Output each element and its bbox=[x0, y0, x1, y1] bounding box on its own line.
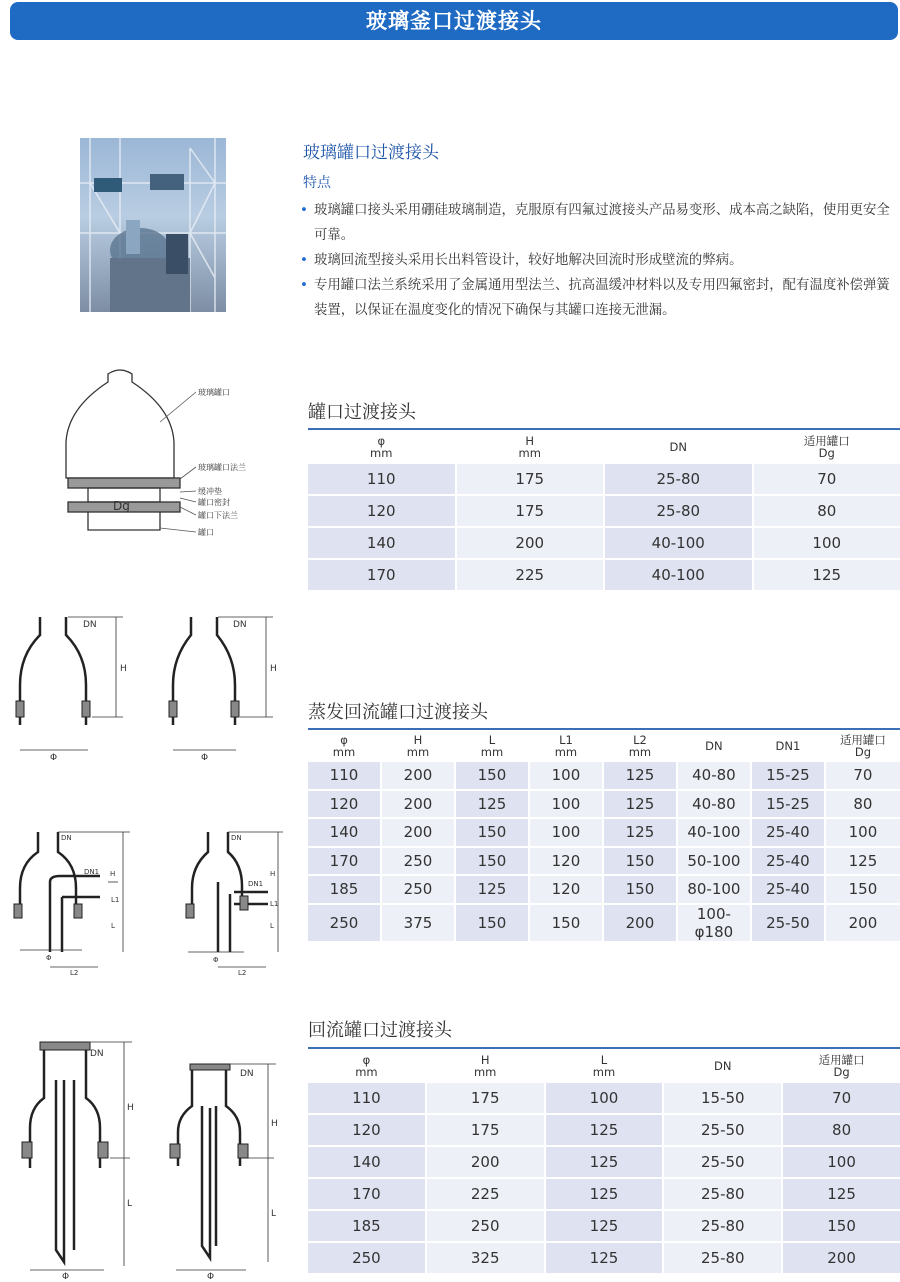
feature-item: • 玻璃罐口接头采用硼硅玻璃制造，克服原有四氟过渡接头产品易变形、成本高之缺陷，使用更安全可靠。 bbox=[300, 198, 900, 248]
table2-title: 蒸发回流罐口过渡接头 bbox=[308, 702, 488, 723]
column-header bbox=[752, 732, 824, 760]
table-cell: 120 bbox=[308, 791, 380, 818]
table-cell: 200 bbox=[826, 905, 900, 941]
table-cell: 125 bbox=[546, 1179, 663, 1209]
table-cell: 80 bbox=[754, 496, 900, 526]
dn-label: DN bbox=[83, 620, 97, 630]
table-cell: 150 bbox=[826, 876, 900, 903]
l2-label: L2 bbox=[70, 969, 79, 977]
table-cell: 25-80 bbox=[664, 1179, 781, 1209]
feature-item: • 专用罐口法兰系统采用了金属通用型法兰、抗高温缓冲材料以及专用四氟密封，配有温度补偿弹簧装置，以保证在温度变化的情况下确保与其罐口连接无泄漏。 bbox=[300, 273, 900, 323]
feature-list bbox=[300, 198, 900, 323]
column-header-unit: mm bbox=[355, 1065, 378, 1079]
table-cell: 25-40 bbox=[752, 819, 824, 846]
table-cell: 100 bbox=[826, 819, 900, 846]
column-header-unit: Dg bbox=[818, 446, 835, 460]
column-header bbox=[678, 732, 750, 760]
column-header-unit: Dg bbox=[854, 745, 872, 759]
table-cell: 25-50 bbox=[752, 905, 824, 941]
l-label: L bbox=[270, 922, 274, 930]
dn-label: DN bbox=[61, 834, 72, 842]
table-cell: 100 bbox=[530, 819, 602, 846]
table-cell: 175 bbox=[457, 464, 604, 494]
table-cell: 25-80 bbox=[605, 496, 752, 526]
reducer-adapter-diagram bbox=[8, 605, 298, 765]
table-cell: 100 bbox=[783, 1147, 900, 1177]
column-header-name: L2 bbox=[633, 733, 647, 747]
table-cell: 25-50 bbox=[664, 1115, 781, 1145]
column-header-name: DN bbox=[705, 739, 723, 753]
column-header-unit: mm bbox=[473, 1065, 497, 1079]
table-row bbox=[308, 1147, 900, 1177]
column-header bbox=[382, 732, 454, 760]
table-cell: 80 bbox=[826, 791, 900, 818]
column-header bbox=[783, 1051, 900, 1081]
table-cell: 150 bbox=[456, 905, 528, 941]
table-row bbox=[308, 1243, 900, 1273]
table-cell: 25-80 bbox=[664, 1211, 781, 1241]
column-header-name: H bbox=[525, 434, 535, 448]
h-label: H bbox=[270, 664, 277, 674]
table-cell: 125 bbox=[604, 791, 676, 818]
table-cell: 170 bbox=[308, 848, 380, 875]
table-cell: 100 bbox=[546, 1083, 663, 1113]
column-header-unit: mm bbox=[518, 446, 541, 460]
table-cell: 110 bbox=[308, 1083, 425, 1113]
dn1-label: DN1 bbox=[84, 868, 100, 876]
table-cell: 225 bbox=[457, 560, 604, 590]
table-cell: 40-100 bbox=[605, 528, 752, 558]
column-header bbox=[308, 732, 380, 760]
table-cell: 170 bbox=[308, 1179, 425, 1209]
table-cell: 175 bbox=[427, 1115, 544, 1145]
table-row bbox=[308, 528, 900, 558]
table-cell: 125 bbox=[546, 1115, 663, 1145]
table-cell: 40-100 bbox=[678, 819, 750, 846]
table-cell: 15-25 bbox=[752, 791, 824, 818]
table-cell: 140 bbox=[308, 528, 455, 558]
column-header bbox=[308, 432, 455, 462]
table-cell: 125 bbox=[783, 1179, 900, 1209]
dn1-label: DN1 bbox=[248, 880, 264, 888]
column-header-unit: mm bbox=[370, 446, 393, 460]
table-cell: 40-80 bbox=[678, 791, 750, 818]
table-cell: 125 bbox=[604, 762, 676, 789]
callout-label: 缓冲垫 bbox=[198, 487, 222, 496]
phi-label: Φ bbox=[201, 753, 209, 763]
phi-label: Φ bbox=[46, 954, 52, 962]
column-header bbox=[456, 732, 528, 760]
intro-subtitle: 特点 bbox=[303, 175, 331, 191]
column-header-name: 适用罐口 bbox=[818, 1053, 865, 1067]
column-header bbox=[427, 1051, 544, 1081]
table-cell: 125 bbox=[546, 1243, 663, 1273]
table-cell: 70 bbox=[826, 762, 900, 789]
l2-label: L2 bbox=[238, 969, 247, 977]
column-header-name: φ bbox=[377, 434, 386, 448]
table-cell: 150 bbox=[783, 1211, 900, 1241]
column-header bbox=[664, 1051, 781, 1081]
column-header-unit: mm bbox=[332, 745, 356, 759]
table-cell: 200 bbox=[427, 1147, 544, 1177]
page-banner: 玻璃釜口过渡接头 bbox=[10, 2, 898, 40]
dg-label: Dg bbox=[113, 499, 130, 513]
table-cell: 200 bbox=[457, 528, 604, 558]
table-row bbox=[308, 876, 900, 903]
table-cell: 125 bbox=[546, 1211, 663, 1241]
table-cell: 100 bbox=[754, 528, 900, 558]
table-cell: 185 bbox=[308, 1211, 425, 1241]
table-cell: 50-100 bbox=[678, 848, 750, 875]
table-cell: 15-25 bbox=[752, 762, 824, 789]
table-cell: 70 bbox=[754, 464, 900, 494]
callout-label: 玻璃罐口 bbox=[198, 388, 230, 397]
table-cell: 125 bbox=[754, 560, 900, 590]
l-label: L bbox=[271, 1209, 277, 1219]
table-row bbox=[308, 819, 900, 846]
table-cell: 15-50 bbox=[664, 1083, 781, 1113]
table-cell: 25-50 bbox=[664, 1147, 781, 1177]
column-header-name: φ bbox=[362, 1053, 371, 1067]
table-cell: 250 bbox=[308, 905, 380, 941]
table-cell: 25-80 bbox=[664, 1243, 781, 1273]
table3-title: 回流罐口过渡接头 bbox=[308, 1020, 452, 1041]
table-row bbox=[308, 560, 900, 590]
callout-label: 罐口下法兰 bbox=[198, 511, 238, 520]
table-cell: 120 bbox=[308, 1115, 425, 1145]
table-cell: 110 bbox=[308, 762, 380, 789]
table-cell: 185 bbox=[308, 876, 380, 903]
l1-label: L1 bbox=[270, 900, 279, 908]
h-label: H bbox=[270, 870, 276, 878]
spec-table-3 bbox=[306, 1049, 900, 1275]
table-cell: 125 bbox=[604, 819, 676, 846]
table-cell: 125 bbox=[456, 876, 528, 903]
column-header bbox=[457, 432, 604, 462]
feature-item: • 玻璃回流型接头采用长出料管设计，较好地解决回流时形成壁流的弊病。 bbox=[300, 248, 900, 273]
table-row bbox=[308, 496, 900, 526]
table-cell: 170 bbox=[308, 560, 455, 590]
table-cell: 120 bbox=[308, 496, 455, 526]
table-row bbox=[308, 848, 900, 875]
callout-label: 罐口密封 bbox=[198, 498, 230, 507]
dn-label: DN bbox=[240, 1069, 254, 1079]
table-cell: 80-100 bbox=[678, 876, 750, 903]
table1-title: 罐口过渡接头 bbox=[308, 402, 416, 423]
phi-label: Φ bbox=[62, 1272, 70, 1280]
column-header-name: L1 bbox=[559, 733, 573, 747]
column-header-name: H bbox=[413, 733, 423, 747]
column-header-name: DN1 bbox=[775, 739, 801, 753]
column-header bbox=[546, 1051, 663, 1081]
column-header-name: 适用罐口 bbox=[803, 434, 850, 448]
column-header-unit: mm bbox=[592, 1065, 616, 1079]
table-row bbox=[308, 1083, 900, 1113]
table-cell: 70 bbox=[783, 1083, 900, 1113]
column-header-name: L bbox=[600, 1053, 608, 1067]
flask-adapter-diagram bbox=[60, 362, 290, 542]
table-cell: 120 bbox=[530, 848, 602, 875]
table-cell: 140 bbox=[308, 1147, 425, 1177]
column-header-unit: Dg bbox=[833, 1065, 850, 1079]
table-cell: 100 bbox=[530, 762, 602, 789]
table-cell: 175 bbox=[427, 1083, 544, 1113]
column-header bbox=[826, 732, 900, 760]
table-cell: 150 bbox=[604, 848, 676, 875]
dn-label: DN bbox=[231, 834, 242, 842]
table-cell: 200 bbox=[382, 791, 454, 818]
column-header-name: φ bbox=[340, 733, 348, 747]
table-cell: 100-φ180 bbox=[678, 905, 750, 941]
table-cell: 140 bbox=[308, 819, 380, 846]
h-label: H bbox=[120, 664, 127, 674]
table-row bbox=[308, 791, 900, 818]
spec-table-2 bbox=[306, 730, 900, 943]
column-header-unit: mm bbox=[406, 745, 430, 759]
table-cell: 175 bbox=[457, 496, 604, 526]
l-label: L bbox=[127, 1199, 133, 1209]
table-cell: 125 bbox=[546, 1147, 663, 1177]
column-header-unit: mm bbox=[554, 745, 578, 759]
table-cell: 25-40 bbox=[752, 848, 824, 875]
table-cell: 200 bbox=[604, 905, 676, 941]
phi-label: Φ bbox=[213, 956, 219, 964]
column-header-unit: mm bbox=[628, 745, 652, 759]
table-cell: 125 bbox=[456, 791, 528, 818]
table-cell: 125 bbox=[826, 848, 900, 875]
table-cell: 225 bbox=[427, 1179, 544, 1209]
column-header-name: DN bbox=[669, 440, 687, 454]
table-cell: 325 bbox=[427, 1243, 544, 1273]
side-arm-adapter-diagram bbox=[8, 822, 298, 982]
column-header bbox=[530, 732, 602, 760]
table-cell: 100 bbox=[530, 791, 602, 818]
table-cell: 40-100 bbox=[605, 560, 752, 590]
table-cell: 200 bbox=[382, 762, 454, 789]
table-cell: 80 bbox=[783, 1115, 900, 1145]
l1-label: L1 bbox=[111, 896, 120, 904]
spec-table-1 bbox=[306, 430, 900, 592]
phi-label: Φ bbox=[50, 753, 58, 763]
table-row bbox=[308, 1179, 900, 1209]
column-header bbox=[754, 432, 900, 462]
reflux-adapter-diagram bbox=[10, 1030, 300, 1280]
column-header-name: L bbox=[488, 733, 496, 747]
h-label: H bbox=[110, 870, 116, 878]
column-header-unit: mm bbox=[480, 745, 504, 759]
table-row bbox=[308, 1211, 900, 1241]
table-cell: 120 bbox=[530, 876, 602, 903]
table-cell: 250 bbox=[382, 848, 454, 875]
column-header-name: DN bbox=[714, 1059, 732, 1073]
phi-label: Φ bbox=[207, 1272, 215, 1280]
product-photo bbox=[80, 138, 226, 312]
table-row bbox=[308, 905, 900, 941]
table-cell: 40-80 bbox=[678, 762, 750, 789]
callout-label: 玻璃罐口法兰 bbox=[198, 463, 246, 472]
dn-label: DN bbox=[90, 1049, 104, 1059]
l-label: L bbox=[111, 922, 115, 930]
table-cell: 150 bbox=[456, 819, 528, 846]
table-cell: 200 bbox=[382, 819, 454, 846]
column-header-name: H bbox=[480, 1053, 490, 1067]
table-cell: 200 bbox=[783, 1243, 900, 1273]
table-cell: 250 bbox=[427, 1211, 544, 1241]
table-row bbox=[308, 762, 900, 789]
dn-label: DN bbox=[233, 620, 247, 630]
table-cell: 375 bbox=[382, 905, 454, 941]
h-label: H bbox=[271, 1119, 278, 1129]
table-cell: 110 bbox=[308, 464, 455, 494]
column-header bbox=[308, 1051, 425, 1081]
column-header bbox=[604, 732, 676, 760]
column-header-name: 适用罐口 bbox=[839, 733, 886, 747]
table-row bbox=[308, 464, 900, 494]
table-cell: 25-40 bbox=[752, 876, 824, 903]
table-cell: 150 bbox=[456, 762, 528, 789]
table-cell: 250 bbox=[308, 1243, 425, 1273]
intro-title: 玻璃罐口过渡接头 bbox=[303, 143, 439, 163]
h-label: H bbox=[127, 1103, 134, 1113]
table-cell: 250 bbox=[382, 876, 454, 903]
table-cell: 25-80 bbox=[605, 464, 752, 494]
table-cell: 150 bbox=[604, 876, 676, 903]
table-cell: 150 bbox=[456, 848, 528, 875]
table-row bbox=[308, 1115, 900, 1145]
column-header bbox=[605, 432, 752, 462]
callout-label: 罐口 bbox=[198, 528, 214, 537]
table-cell: 150 bbox=[530, 905, 602, 941]
